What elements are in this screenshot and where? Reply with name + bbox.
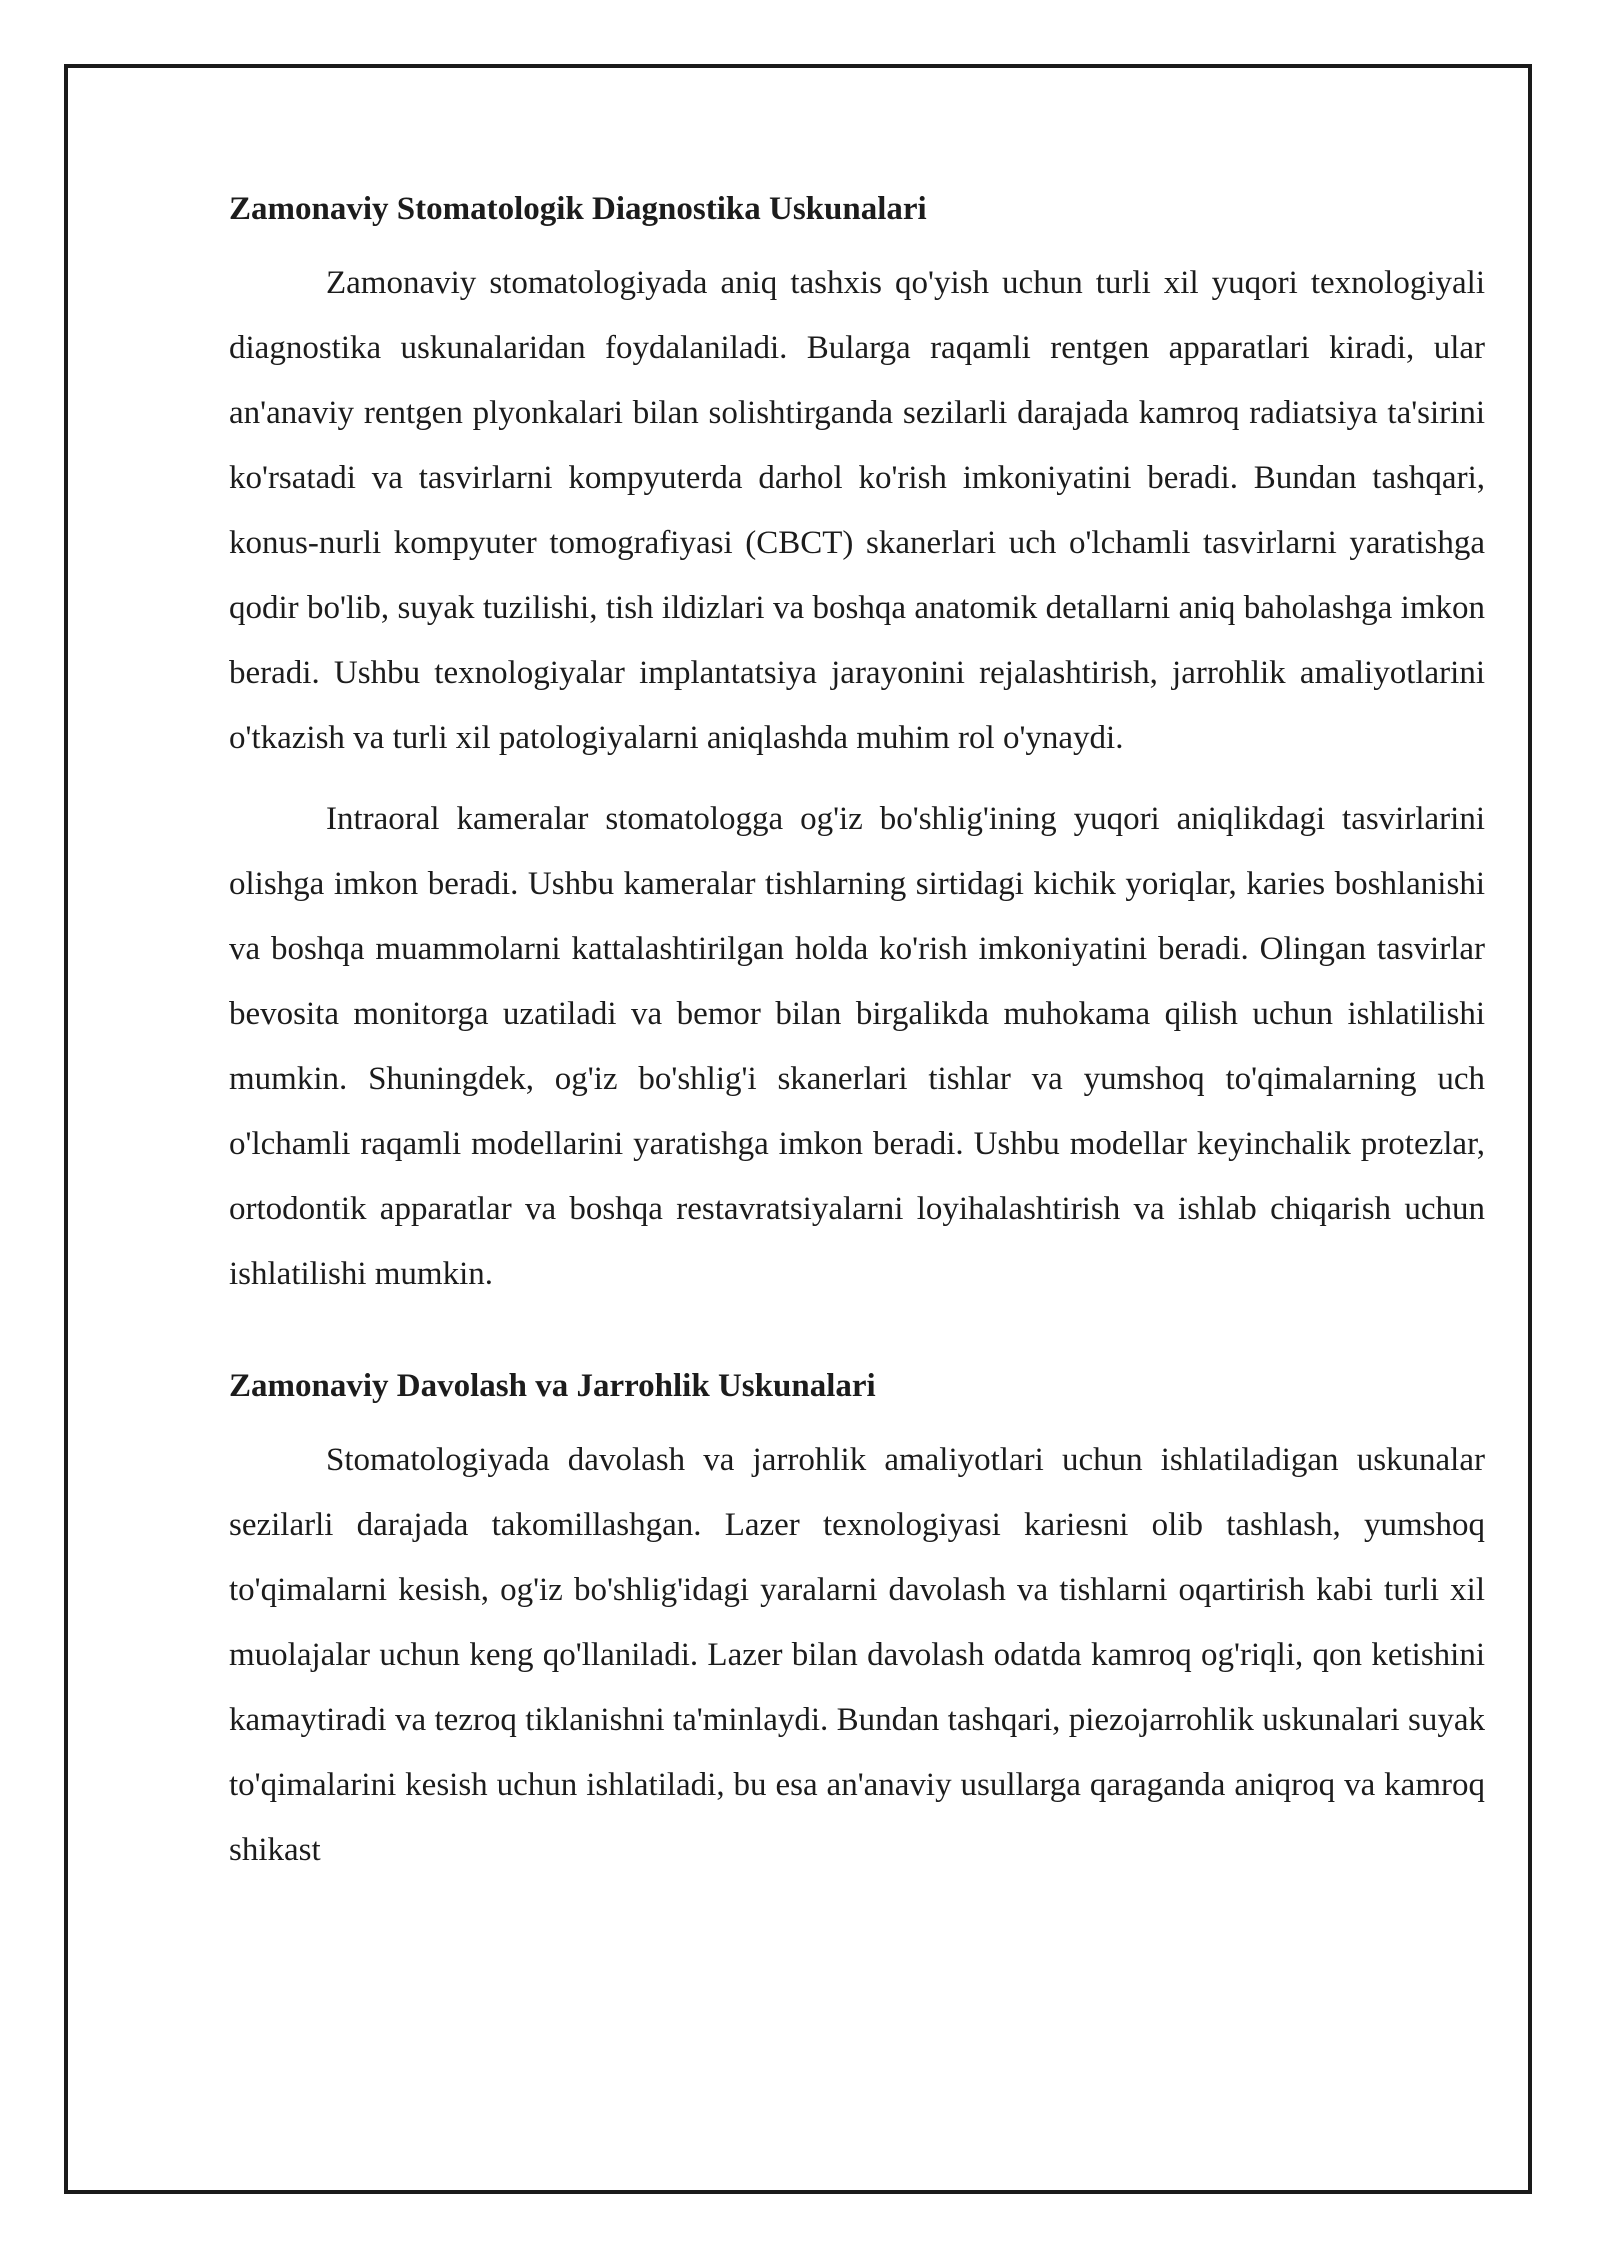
section-heading-treatment: Zamonaviy Davolash va Jarrohlik Uskunalari: [229, 1367, 876, 1404]
paragraph-diagnostics-1: Zamonaviy stomatologiyada aniq tashxis qo'yish uchun turli xil yuqori texnologiyali diagnostika uskunalaridan foydalaniladi. Bularga raqamli rentgen apparatlari kiradi, ular an'anaviy rentgen plyonkalari bilan solishtirganda sezilarli darajada kamroq radiatsiya ta'sirini ko'rsatadi va tasvirlarni kompyuterda darhol ko'rish imkoniyatini beradi. Bundan tashqari, konus-nurli kompyuter tomografiyasi (CBCT) skanerlari uch o'lchamli tasvirlarni yaratishga qodir bo'lib, suyak tuzilishi, tish ildizlari va boshqa anatomik detallarni aniq baholashga imkon beradi. Ushbu texnologiyalar implantatsiya jarayonini rejalashtirish, jarrohlik amaliyotlarini o'tkazish va turli xil patologiyalarni aniqlashda muhim rol o'ynaydi.: [229, 264, 1485, 756]
paragraph-diagnostics-2: Intraoral kameralar stomatologga og'iz bo'shlig'ining yuqori aniqlikdagi tasvirlarini olishga imkon beradi. Ushbu kameralar tishlarning sirtidagi kichik yoriqlar, karies boshlanishi va boshqa muammolarni kattalashtirilgan holda ko'rish imkoniyatini beradi. Olingan tasvirlar bevosita monitorga uzatiladi va bemor bilan birgalikda muhokama qilish uchun ishlatilishi mumkin. Shuningdek, og'iz bo'shlig'i skanerlari tishlar va yumshoq to'qimalarning uch o'lchamli raqamli modellarini yaratishga imkon beradi. Ushbu modellar keyinchalik protezlar, ortodontik apparatlar va boshqa restavratsiyalarni loyihalashtirish va ishlab chiqarish uchun ishlatilishi mumkin.: [229, 800, 1485, 1292]
section-heading-diagnostics: Zamonaviy Stomatologik Diagnostika Uskunalari: [229, 191, 927, 227]
document-body: [229, 188, 1485, 1899]
paragraph-treatment-1: Stomatologiyada davolash va jarrohlik amaliyotlari uchun ishlatiladigan uskunalar sezilarli darajada takomillashgan. Lazer texnologiyasi kariesni olib tashlash, yumshoq to'qimalarni kesish, og'iz bo'shlig'idagi yaralarni davolash va tishlarni oqartirish kabi turli xil muolajalar uchun keng qo'llaniladi. Lazer bilan davolash odatda kamroq og'riqli, qon ketishini kamaytiradi va tezroq tiklanishni ta'minlaydi. Bundan tashqari, piezojarrohlik uskunalari suyak to'qimalarini kesish uchun ishlatiladi, bu esa an'anaviy usullarga qaraganda aniqroq va kamroq shikast: [229, 1441, 1485, 1868]
